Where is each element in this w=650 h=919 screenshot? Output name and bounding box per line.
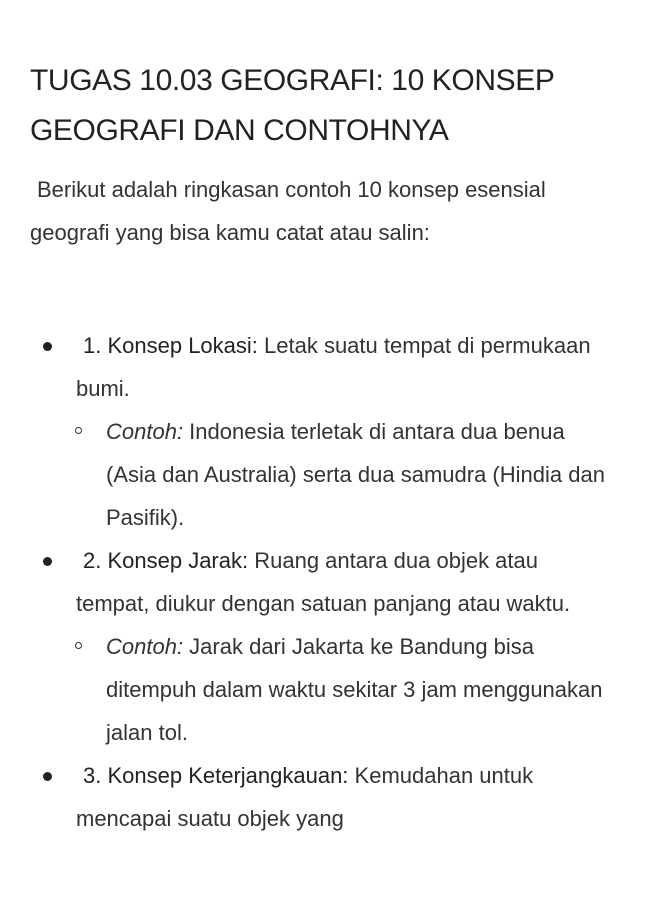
concept-label: 3. Konsep Keterjangkauan: xyxy=(83,763,349,788)
concept-item-jarak xyxy=(0,539,606,754)
article-title: TUGAS 10.03 GEOGRAFI: 10 KONSEP GEOGRAFI DAN CONTOHNYA xyxy=(30,64,554,147)
example-text: Jarak dari Jakarta ke Bandung bisa ditempuh dalam waktu sekitar 3 jam menggunakan jalan tol. xyxy=(106,634,603,745)
concept-description: Kemudahan untuk mencapai suatu objek yang xyxy=(76,763,534,831)
example-text: Indonesia terletak di antara dua benua (Asia dan Australia) serta dua samudra (Hindia dan Pasifik). xyxy=(106,419,605,530)
bullet-disc-icon xyxy=(43,557,52,566)
concept-description: Letak suatu tempat di permukaan bumi. xyxy=(76,333,591,401)
bullet-disc-icon xyxy=(43,342,52,351)
concept-list xyxy=(0,324,650,840)
bullet-circle-icon xyxy=(75,427,82,434)
bullet-circle-icon xyxy=(75,642,82,649)
example-list xyxy=(76,410,606,539)
example-item xyxy=(76,625,606,754)
bullet-disc-icon xyxy=(43,772,52,781)
intro-text: Berikut adalah ringkasan contoh 10 konsep esensial geografi yang bisa kamu catat atau salin: xyxy=(30,177,546,245)
article-intro xyxy=(30,168,590,254)
example-label: Contoh: xyxy=(106,419,184,444)
example-label: Contoh: xyxy=(106,634,184,659)
example-item xyxy=(76,410,606,539)
example-list xyxy=(76,625,606,754)
concept-description: Ruang antara dua objek atau tempat, diukur dengan satuan panjang atau waktu. xyxy=(76,548,571,616)
concept-item-keterjangkauan xyxy=(0,754,606,840)
concept-label: 1. Konsep Lokasi: xyxy=(83,333,258,358)
concept-item-lokasi xyxy=(0,324,606,539)
concept-label: 2. Konsep Jarak: xyxy=(83,548,249,573)
